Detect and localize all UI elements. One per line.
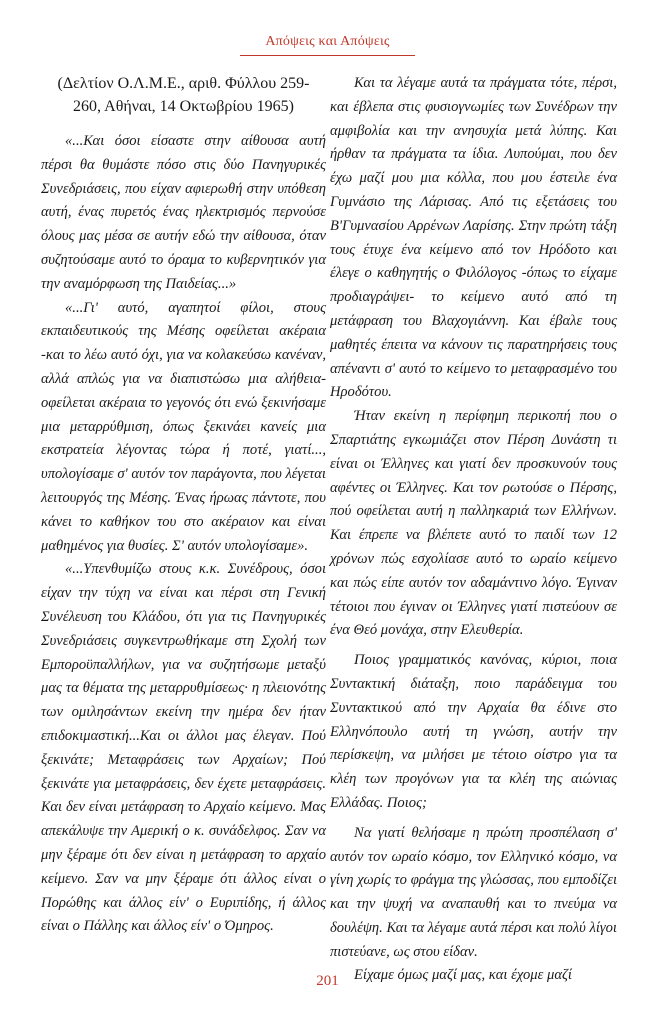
- quote-paragraph-1: «...Και όσοι είσαστε στην αίθουσα αυτή πέρσι θα θυμάστε πόσο στις δύο Πανηγυρικές Συνεδριάσεις, που είχαν αφιερωθή στην υπόθεση αυτή, ένας πυρετός ένας ηλεκτρισμός περνούσε όλους μας μέσα σε αυτήν εδώ την αίθουσα, όταν συζητούσαμε αυτό το όραμα το κυβερνητικόν για την αναμόρφωση της Παιδείας...»: [41, 133, 326, 292]
- right-column: [330, 72, 617, 988]
- quote-paragraph-2: «...Γι' αυτό, αγαπητοί φίλοι, στους εκπαιδευτικούς της Μέσης οφείλεται ακέραια -και το λέω αυτό όχι, για να κολακεύσω κανέναν, αλλά απλώς για να διαπιστώσω μια αλήθεια- οφείλεται ακέραια το γεγονός ότι ενώ ξεκινήσαμε μια μεταρρύθμιση, όπως ξεκινάει κανείς μια εκστρατεία λέγοντας τώρα ή ποτέ, γιατί..., υπολογίσαμε σ' αυτόν τον παράγοντα, που λέγεται λειτουργός της Μέσης. Ένας ήρωας πάντοτε, που κάνει το καθήκον του στο ακέραιον και είναι μαθημένος για θυσίες. Σ' αυτόν υπολογίσαμε».: [41, 299, 326, 554]
- body-paragraph-4: Να γιατί θελήσαμε η πρώτη προσπέλαση σ' αυτόν τον ωραίο κόσμο, τον Ελληνικό κόσμο, να γίνη χωρίς το φράγμα της γλώσσας, που εμποδίζει και την ψυχή να αναπαυθή και το πνεύμα να δουλέψη. Και τα λέγαμε αυτά πέρσι και πολύ λίγοι πιστεύανε, ως στου είδαν.: [330, 824, 617, 960]
- body-paragraph-5: Είχαμε όμως μαζί μας, και έχομε μαζί: [354, 967, 572, 984]
- body-paragraph-1: Και τα λέγαμε αυτά τα πράγματα τότε, πέρσι, και έβλεπα στις φυσιογνωμίες των Συνέδρων την αμφιβολία και την ανησυχία μετά λύπης. Και ήρθαν τα πράγματα τα ίδια. Λυπούμαι, που δεν έχω μαζί μου μια κόλλα, που μου έστειλε ένα Γυμνάσιο της Λάρισας. Από τις εξετάσεις του Β'Γυμνασίου Αρρένων Λαρίσης. Στην πρώτη τάξη τους έτυχε ένα κείμενο από τον Ηρόδοτο και έλεγε ο καθηγητής ο Φιλόλογος -όπως το είχαμε προδιαγράψει- το κείμενο αυτό από τη μετάφραση του Βλαχογιάννη. Και έβαλε τους μαθητές έπειτα να κάνουν τις παρατηρήσεις τους απέναντι σ' αυτό το κείμενο το μεταφρασμένο του Ηροδότου.: [330, 75, 617, 401]
- header-rule: [240, 55, 415, 56]
- body-paragraph-3: Ποιος γραμματικός κανόνας, κύριοι, ποια Συντακτική διάταξη, ποιο παράδειγμα του Συντακτικού από την Αρχαία θα έδινε στο Ελληνόπουλο αυτή τη γνώση, αυτήν την περίσκεψη, να μιλήσει με τέτοιο οίστρο για τα κλέη των προγόνων για τα κλέη της αιώνιας Ελλάδας. Ποιος;: [330, 652, 617, 811]
- running-header: Απόψεις και Απόψεις: [265, 34, 390, 49]
- body-paragraph-2: Ήταν εκείνη η περίφημη περικοπή που ο Σπαρτιάτης εγκωμιάζει στον Πέρση Δυνάστη τι είναι οι Έλληνες και γιατί δεν προσκυνούν τους αφέντες οι Έλληνες. Και τον ρωτούσε ο Πέρσης, πού οφείλεται αυτή η παλληκαριά των Ελλήνων. Και έπρεπε να βλέπετε αυτό το παιδί των 12 χρόνων πώς εσχολίασε αυτό το ωραίο κείμενο και πώς είπε αυτόν τον αδαμάντινο λόγο. Έγιναν τέτοιοι που έγιναν οι Έλληνες γιατί πιστεύουν σε ένα Θεό μονάχα, στην Ελευθερία.: [330, 408, 617, 639]
- source-citation: (Δελτίον Ο.Λ.Μ.Ε., αριθ. Φύλλου 259-260, Αθήναι, 14 Οκτωβρίου 1965): [57, 75, 310, 115]
- left-column: [41, 72, 326, 939]
- page-number: 201: [316, 973, 339, 989]
- quote-paragraph-3: «...Υπενθυμίζω στους κ.κ. Συνέδρους, όσοι είχαν την τύχη να είναι και πέρσι στη Γενική Συνέλευση του Κλάδου, ότι για τις Πανηγυρικές Συνεδριάσεις συγκεντρωθήκαμε στη Σχολή των Εμποροϋπαλλήλων, για να συζητήσωμε μεταξύ μας τα θέματα της μεταρρυθμίσεως· η πλειονότης των ομιλησάντων εκείνη την ημέρα δεν ήταν επιδοκιμαστική...Και οι άλλοι μας έλεγαν. Πού ξεκινάτε; Μεταφράσεις των Αρχαίων; Πού ξεκινάτε για μεταφράσεις, δεν έχετε μεταφράσεις. Και δεν είναι μετάφραση το Αρχαίο κείμενο. Μας απεκάλυψε την Αμερική ο κ. συνάδελφος. Σαν να μην ξέραμε ότι δεν είναι η μετάφραση το αρχαίο κείμενο. Σαν να μην ξέραμε ότι άλλος είναι ο Πορώθης και άλλος είν' ο Ευριπίδης, ή άλλος είναι ο Πάλλης και άλλος είν' ο Όμηρος.: [41, 561, 326, 935]
